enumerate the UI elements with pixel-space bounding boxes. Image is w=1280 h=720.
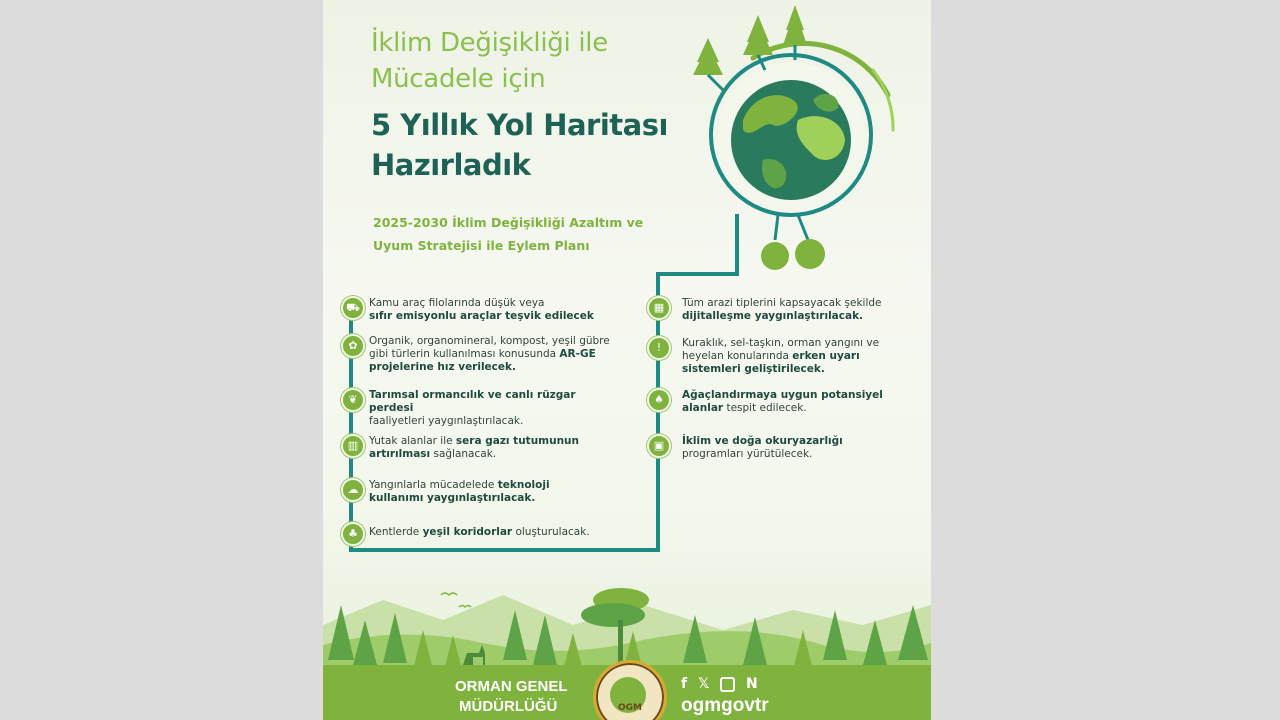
item-bold-text: Ağaçlandırmaya uygun potansiyel alanlar [682, 389, 883, 414]
item-text: tespit edilecek. [726, 402, 807, 414]
factory-icon: ▥ [341, 434, 365, 458]
item-text: Tüm arazi tiplerini kapsayacak şekilde [682, 297, 882, 309]
social-icons [681, 676, 758, 692]
globe-illustration [683, 0, 913, 280]
item-bold-text: AR-GE projelerine hız verilecek. [369, 348, 596, 373]
title-line-1: İklim Değişikliği ile [371, 28, 608, 58]
forest-icon: ♠ [647, 388, 671, 412]
title-line-4: Hazırladık [371, 148, 531, 182]
warning-icon: ! [647, 336, 671, 360]
org-name-line-2: MÜDÜRLÜĞÜ [459, 698, 558, 715]
item-text: Kamu araç filolarında düşük veya [369, 297, 545, 309]
item-bold-text: erken uyarı sistemleri geliştirilecek. [682, 350, 860, 375]
item-text: Yutak alanlar ile [369, 435, 453, 447]
item-text: faaliyetleri yaygınlaştırılacak. [369, 415, 524, 427]
facebook-icon[interactable]: f [681, 676, 688, 692]
nsosyal-icon[interactable]: N [746, 676, 758, 692]
item-text: Organik, organomineral, kompost, yeşil gübre gibi türlerin kullanılması konusunda [369, 335, 610, 360]
item-bold-text: Tarımsal ormancılık ve canlı rüzgar perdesi [369, 389, 576, 414]
land-icon: ▦ [647, 296, 671, 320]
tree-icon: ♣ [341, 522, 365, 546]
subtitle-line-2: Uyum Stratejisi ile Eylem Planı [373, 238, 590, 253]
item-bold-text: sıfır emisyonlu araçlar teşvik edilecek [369, 310, 594, 322]
title-line-3: 5 Yıllık Yol Haritası [371, 108, 668, 142]
fire-tech-icon: ☁ [341, 478, 365, 502]
item-text: oluşturulacak. [515, 526, 590, 538]
item-bold-text: yeşil koridorlar [422, 526, 513, 538]
item-bold-text: dijitalleşme yaygınlaştırılacak. [682, 310, 864, 322]
title-line-2: Mücadele için [371, 64, 546, 94]
x-icon[interactable]: 𝕏 [697, 676, 710, 692]
item-text: Yangınlarla mücadelede [369, 479, 495, 491]
item-text: sağlanacak. [433, 448, 497, 460]
item-text: Kentlerde [369, 526, 420, 538]
item-bold-text: İklim ve doğa okuryazarlığı [682, 435, 843, 447]
education-icon: ▣ [647, 434, 671, 458]
fertilizer-icon: ✿ [341, 334, 365, 358]
item-bold-text: teknoloji kullanımı yaygınlaştırılacak. [369, 479, 550, 504]
instagram-icon[interactable] [720, 677, 735, 692]
roadmap-line [660, 272, 739, 276]
poster [323, 0, 931, 720]
subtitle-line-1: 2025-2030 İklim Değişikliği Azaltım ve [373, 215, 644, 230]
org-name-line-1: ORMAN GENEL [455, 678, 568, 695]
leaf-icon: ❦ [341, 388, 365, 412]
roadmap-line [349, 548, 660, 552]
logo-text: OGM [618, 703, 642, 713]
roadmap-line [735, 214, 739, 276]
item-bold-text: sera gazı tutumunun artırılması [369, 435, 580, 460]
item-text: Kuraklık, sel-taşkın, orman yangını ve heyelan konularında [682, 337, 880, 362]
item-text: programları yürütülecek. [682, 448, 813, 460]
social-handle[interactable]: ogmgovtr [681, 695, 769, 716]
car-icon: ⛟ [341, 296, 365, 320]
